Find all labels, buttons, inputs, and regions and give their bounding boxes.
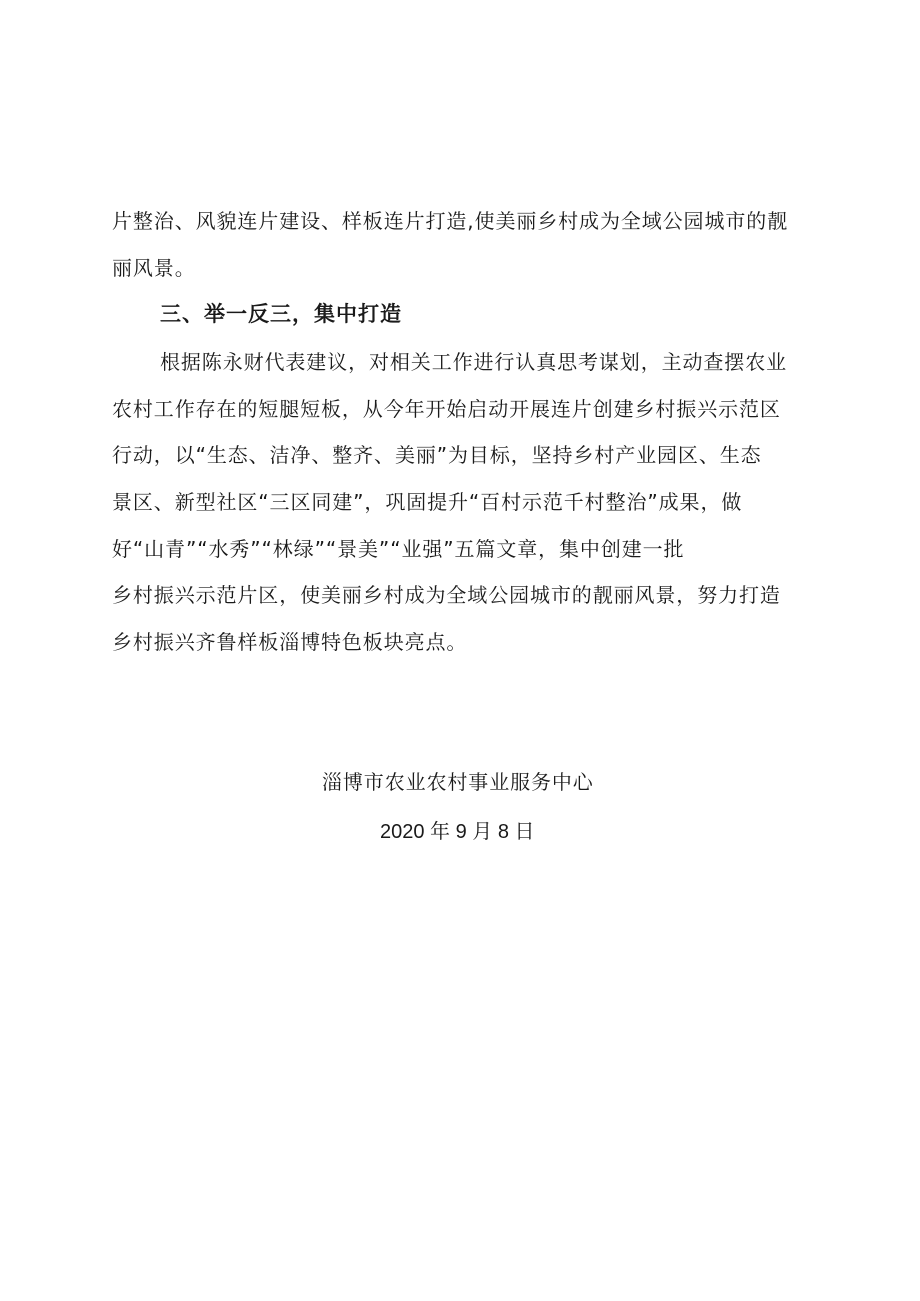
- paragraph-line: 行动，以“生态、洁净、整齐、美丽”为目标，坚持乡村产业园区、生态: [112, 443, 762, 467]
- section-heading: 三、举一反三，集中打造: [160, 302, 402, 326]
- paragraph-line: 根据陈永财代表建议，对相关工作进行认真思考谋划，主动查摆农业: [160, 350, 787, 374]
- paragraph-line: 丽风景。: [112, 256, 196, 280]
- paragraph-line: 乡村振兴示范片区，使美丽乡村成为全域公园城市的靓丽风景，努力打造: [112, 583, 781, 607]
- paragraph-line: 景区、新型社区“三区同建”，巩固提升“百村示范千村整治”成果，做: [112, 490, 743, 514]
- paragraph-line: 乡村振兴齐鲁样板淄博特色板块亮点。: [112, 630, 468, 654]
- paragraph-line: 片整治、风貌连片建设、样板连片打造,使美丽乡村成为全域公园城市的靓: [112, 209, 789, 233]
- signature-date: 2020 年 9 月 8 日: [380, 821, 535, 843]
- paragraph-line: 好“山青”“水秀”“林绿”“景美”“业强”五篇文章，集中创建一批: [112, 537, 685, 561]
- paragraph-line: 农村工作存在的短腿短板，从今年开始启动开展连片创建乡村振兴示范区: [112, 397, 781, 421]
- signature-organization: 淄博市农业农村事业服务中心: [322, 770, 594, 794]
